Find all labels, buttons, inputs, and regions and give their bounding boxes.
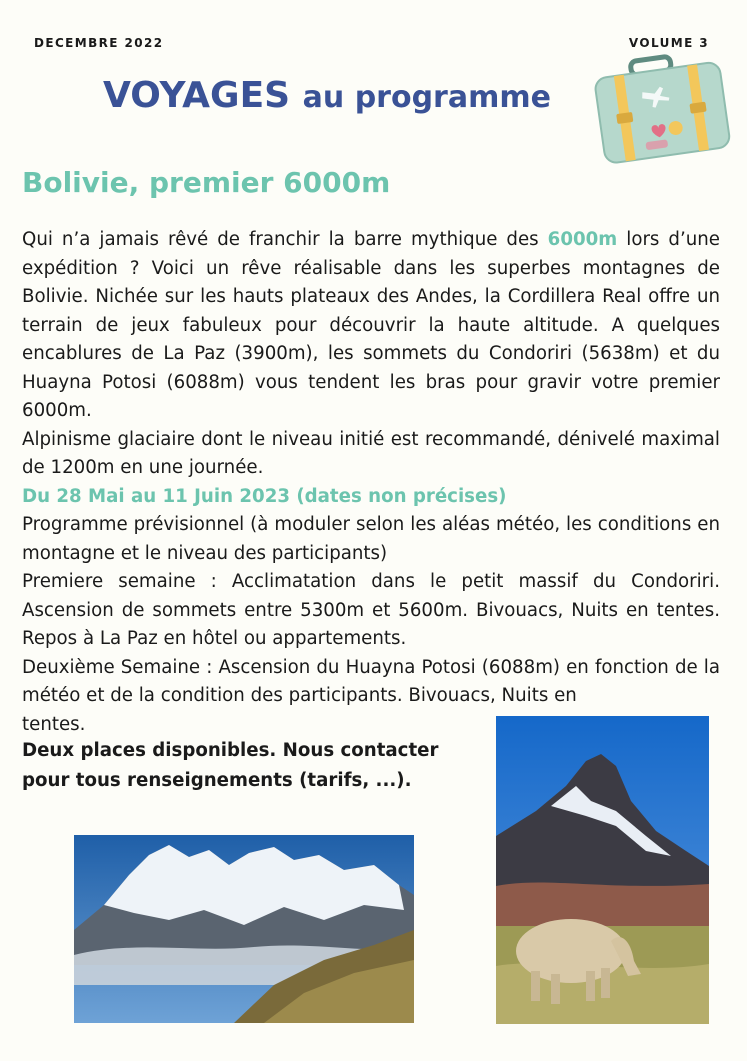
week-two-paragraph-end: tentes. bbox=[22, 713, 86, 735]
program-paragraph: Programme prévisionnel (à moduler selon les aléas météo, les conditions en montagne et le niveau des participants) bbox=[22, 514, 720, 564]
intro-text: Qui n’a jamais rêvé de franchir la barre mythique des bbox=[22, 229, 548, 250]
intro-paragraph bbox=[22, 226, 720, 426]
intro-text-cont: lors d’une expédition ? Voici un rêve réalisable dans les superbes montagnes de Bolivie. Nichée sur les hauts plateaux des Andes, la Cordillera Real offre un terrain de jeux fabuleux pour découvrir la haute altitude. A quelques encablures de La Paz (3900m), les sommets du Condoriri (5638m) et du Huayna Potosi (6088m) vous tendent les bras pour gravir votre premier 6000m. bbox=[22, 229, 720, 421]
contact-line-2: pour tous renseignements (tarifs, ...). bbox=[22, 770, 412, 791]
contact-callout bbox=[22, 736, 462, 796]
llama-peak-photo bbox=[496, 716, 709, 1024]
trip-dates: Du 28 Mai au 11 Juin 2023 (dates non précises) bbox=[22, 485, 507, 507]
contact-line-1: Deux places disponibles. Nous contacter bbox=[22, 740, 439, 761]
page-title-sub: au programme bbox=[302, 80, 551, 115]
issue-volume: VOLUME 3 bbox=[628, 36, 709, 50]
mountain-range-photo bbox=[74, 835, 414, 1023]
page-title bbox=[103, 72, 551, 122]
altitude-highlight: 6000m bbox=[547, 229, 618, 250]
week-two-paragraph: Deuxième Semaine : Ascension du Huayna Potosi (6088m) en fonction de la météo et de la condition des participants. Bivouacs, Nuits en bbox=[22, 656, 720, 706]
week-one-paragraph: Premiere semaine : Acclimatation dans le petit massif du Condoriri. Ascension de sommets entre 5300m et 5600m. Bivouacs, Nuits en tentes. Repos à La Paz en hôtel ou appartements. bbox=[22, 571, 720, 649]
issue-date: DECEMBRE 2022 bbox=[34, 36, 164, 50]
article-body bbox=[22, 226, 720, 739]
suitcase-icon bbox=[585, 50, 735, 165]
level-paragraph: Alpinisme glaciaire dont le niveau initié est recommandé, dénivelé maximal de 1200m en une journée. bbox=[22, 428, 720, 478]
page-title-main: VOYAGES bbox=[103, 75, 291, 116]
article-heading: Bolivie, premier 6000m bbox=[22, 166, 391, 199]
